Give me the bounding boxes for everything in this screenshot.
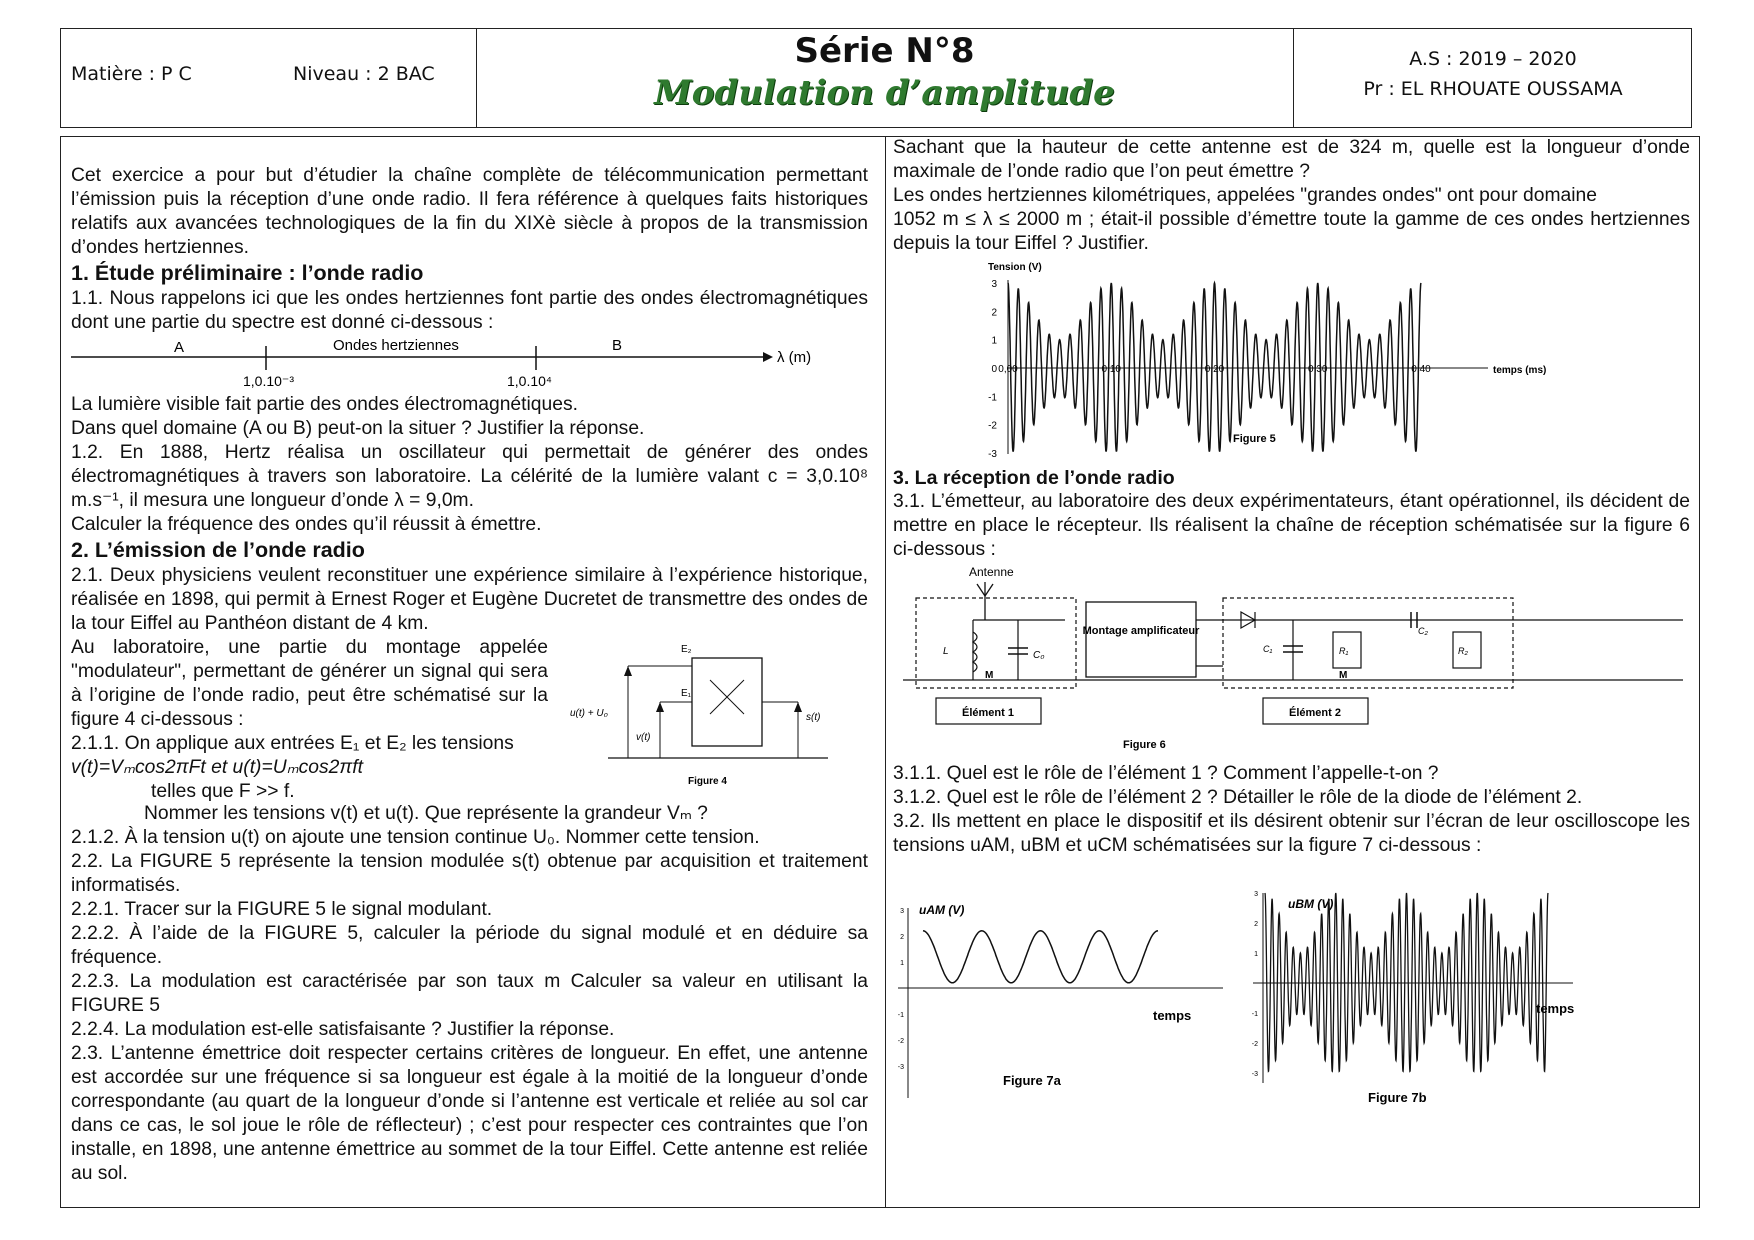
header-left-cell	[61, 29, 477, 127]
figure-4-diagram	[568, 636, 868, 796]
spectrum-diagram	[71, 335, 868, 393]
fig4-e2: E₂	[681, 644, 692, 655]
fig6-antenna-label: Antenne	[969, 565, 1014, 579]
question-3-1: 3.1. L’émetteur, au laboratoire des deux expérimentateurs, étant opérationnel, ils décident de mettre en place le récepteur. Ils réalisent la chaîne de réception schématisée sur la figure 6 ci-dessous :	[893, 491, 1690, 560]
question-2-2-4: 2.2.4. La modulation est-elle satisfaisante ? Justifier la réponse.	[71, 1019, 615, 1040]
fig7b-ytick: 2	[1254, 921, 1258, 928]
section-1-title: 1. Étude préliminaire : l’onde radio	[71, 261, 424, 285]
question-2-2-3: 2.2.3. La modulation est caractérisée par son taux m Calculer sa valeur en utilisant la FIGURE 5	[71, 971, 868, 1016]
question-1-1-a: La lumière visible fait partie des ondes électromagnétiques.	[71, 394, 578, 415]
question-2-2: 2.2. La FIGURE 5 représente la tension modulée s(t) obtenue par acquisition et traitement informatisés.	[71, 851, 868, 896]
figure-7b-chart	[1243, 858, 1663, 1120]
fig7a-xlabel: temps	[1153, 1008, 1192, 1023]
level-label: Niveau : 2 BAC	[293, 63, 435, 85]
figure-6-circuit	[893, 562, 1690, 762]
fig5-ytick: 0	[991, 364, 997, 375]
fig7b-signal	[1265, 893, 1548, 1071]
question-1-1-b: Dans quel domaine (A ou B) peut-on la situer ? Justifier la réponse.	[71, 418, 645, 439]
question-2-1-1-d: Nommer les tensions v(t) et u(t). Que représente la grandeur Vₘ ?	[144, 803, 708, 824]
fig7b-xlabel: temps	[1536, 1001, 1575, 1016]
column-divider	[885, 136, 886, 1208]
fig7a-ytick: 2	[900, 934, 904, 941]
fig7a-ytick: -2	[897, 1038, 904, 1045]
fig4-u: u(t) + U₀	[570, 708, 608, 719]
section-3-title: 3. La réception de l’onde radio	[893, 467, 1175, 489]
fig4-s: s(t)	[806, 712, 821, 723]
spectrum-label-hertz: Ondes hertziennes	[333, 337, 459, 354]
fig6-R1: R₁	[1339, 646, 1349, 656]
figure-5-chart	[893, 256, 1690, 466]
question-1-2-b: Calculer la fréquence des ondes qu’il réussit à émettre.	[71, 514, 542, 535]
question-2-1-2: 2.1.2. À la tension u(t) on ajoute une tension continue U₀. Nommer cette tension.	[71, 827, 760, 848]
question-2-1-1-cond: telles que F >> f.	[151, 781, 295, 802]
fig6-caption: Figure 6	[1123, 739, 1166, 751]
question-2-3: 2.3. L’antenne émettrice doit respecter certains critères de longueur. En effet, une antenne est accordée sur une fréquence si sa longueur est égale à la moitié de la longueur d’onde correspondante (au quart de la longueur d’onde si l’antenne est verticale et reliée au sol car dans ce cas, le sol joue le rôle de réflecteur) ; c’est pour respecter ces contraintes que l’on installe, en 1898, une antenne émettrice au sommet de la tour Eiffel. Cette antenne est reliée au sol.	[71, 1043, 868, 1184]
fig7b-ytick: 1	[1254, 951, 1258, 958]
fig6-L: L	[943, 646, 949, 657]
right-paragraph-2: Les ondes hertziennes kilométriques, appelées "grandes ondes" ont pour domaine	[893, 185, 1597, 206]
fig5-xtick: 0,40	[1411, 364, 1431, 375]
right-paragraph-1: Sachant que la hauteur de cette antenne est de 324 m, quelle est la longueur d’onde maximale de l’onde radio que l’on peut émettre ?	[893, 137, 1690, 182]
fig7b-ytick: -3	[1251, 1071, 1258, 1078]
question-2-1-b: Au laboratoire, une partie du montage appelée "modulateur", permettant de générer un signal qui sera à l’origine de l’onde radio, peut être schématisé sur la figure 4 ci-dessous :	[71, 637, 548, 730]
fig7a-signal	[923, 931, 1158, 983]
header-right-cell	[1293, 29, 1692, 127]
intro-paragraph: Cet exercice a pour but d’étudier la chaîne complète de télécommunication permettant l’émission puis la réception d’une onde radio. Il fera référence à quelques faits historiques relatifs aux avancées technologiques de la fin du XIXè siècle à propos de la transmission d’ondes hertziennes.	[71, 165, 868, 258]
fig6-R2: R₂	[1458, 646, 1468, 656]
question-1-2: 1.2. En 1888, Hertz réalisa un oscillateur qui permettait de générer des ondes électromagnétiques à travers son laboratoire. La célérité de la lumière valant c = 3,0.10⁸ m.s⁻¹, il mesura une longueur d’onde λ = 9,0m.	[71, 442, 868, 511]
question-2-2-1: 2.2.1. Tracer sur la FIGURE 5 le signal modulant.	[71, 899, 493, 920]
modulator-block	[71, 636, 868, 802]
school-year: A.S : 2019 – 2020	[1409, 48, 1577, 70]
fig7b-ylabel: uBM (V)	[1288, 897, 1334, 911]
spectrum-label-b: B	[612, 337, 623, 354]
question-3-2: 3.2. Ils mettent en place le dispositif et ils désirent obtenir sur l’écran de leur oscilloscope les tensions uAM, uBM et uCM schématisées sur la figure 7 ci-dessous :	[893, 811, 1690, 856]
fig7a-ytick: 1	[900, 960, 904, 967]
fig6-C2: C₂	[1418, 626, 1428, 636]
fig5-ytick: 1	[991, 335, 997, 347]
question-2-2-2: 2.2.2. À l’aide de la FIGURE 5, calculer la période du signal modulé et en déduire sa fréquence.	[71, 923, 868, 968]
right-column	[893, 136, 1690, 1120]
fig5-caption: Figure 5	[1233, 433, 1276, 445]
fig7a-ytick: 3	[900, 908, 904, 915]
fig5-ytick: -2	[988, 420, 997, 432]
fig7a-ytick: -3	[897, 1064, 904, 1071]
series-subtitle: Modulation d’amplitude	[654, 73, 1115, 113]
fig7a-ylabel: uAM (V)	[919, 903, 965, 917]
figure-7a-chart	[893, 858, 1233, 1120]
fig5-xtick: 0,00	[998, 364, 1018, 375]
fig7b-ytick: 3	[1254, 891, 1258, 898]
fig5-xtick: 0,20	[1204, 364, 1225, 375]
fig7a-ytick: -1	[897, 1012, 904, 1019]
fig7b-ytick: -1	[1251, 1011, 1258, 1018]
question-2-1: 2.1. Deux physiciens veulent reconstituer une expérience similaire à l’expérience historique, réalisée en 1898, qui permit à Ernest Roger et Eugène Ducretet de transmettre des ondes de la tour Eiffel au Panthéon distant de 4 km.	[71, 565, 868, 634]
series-title: Série N°8	[794, 31, 975, 71]
figure-7-block	[893, 858, 1690, 1120]
fig4-v: v(t)	[636, 732, 651, 743]
fig4-caption: Figure 4	[688, 776, 727, 787]
left-column	[71, 164, 868, 1186]
section-2-title: 2. L’émission de l’onde radio	[71, 538, 365, 562]
right-paragraph-3: 1052 m ≤ λ ≤ 2000 m ; était-il possible d’émettre toute la gamme de ces ondes hertziennes depuis la tour Eiffel ? Justifier.	[893, 209, 1690, 254]
question-3-1-2: 3.1.2. Quel est le rôle de l’élément 2 ? Détailler le rôle de la diode de l’élément 2.	[893, 787, 1583, 808]
fig6-C0: C₀	[1033, 650, 1045, 661]
fig6-M2: M	[1339, 670, 1348, 681]
question-1-1: 1.1. Nous rappelons ici que les ondes hertziennes font partie des ondes électromagnétiques dont une partie du spectre est donné ci-dessous :	[71, 288, 868, 333]
fig5-ytick: -3	[988, 449, 997, 460]
fig7a-caption: Figure 7a	[1003, 1073, 1061, 1088]
spectrum-tick-2: 1,0.10⁴	[507, 373, 552, 389]
fig6-amplifier: Montage amplificateur	[1082, 625, 1200, 637]
question-2-1-1: 2.1.1. On applique aux entrées E₁ et E₂ les tensions	[71, 733, 514, 754]
question-2-1-1-eq: v(t)=Vₘcos2πFt et u(t)=Uₘcos2πft	[71, 757, 364, 778]
fig5-xtick: 0,30	[1308, 364, 1328, 375]
fig5-ylabel: Tension (V)	[988, 262, 1042, 273]
fig4-e1: E₁	[681, 688, 692, 699]
fig6-C1: C₁	[1263, 644, 1273, 654]
spectrum-tick-1: 1,0.10⁻³	[243, 373, 294, 389]
fig6-element-1: Élément 1	[962, 707, 1014, 719]
spectrum-label-a: A	[174, 339, 185, 356]
question-3-1-1: 3.1.1. Quel est le rôle de l’élément 1 ? Comment l’appelle-t-on ?	[893, 763, 1439, 784]
subject-label: Matière : P C	[71, 63, 192, 85]
fig6-element-2: Élément 2	[1289, 707, 1341, 719]
fig5-ytick: -1	[988, 392, 997, 404]
header-box	[60, 28, 1692, 128]
fig6-M1: M	[985, 670, 994, 681]
fig5-ytick: 2	[991, 307, 997, 319]
fig5-xtick: 0,10	[1101, 364, 1121, 375]
fig5-xlabel: temps (ms)	[1493, 365, 1547, 376]
fig7b-caption: Figure 7b	[1368, 1090, 1427, 1105]
fig7b-ytick: -2	[1251, 1041, 1258, 1048]
fig5-ytick: 3	[991, 279, 997, 290]
spectrum-axis-label: λ (m)	[777, 349, 812, 366]
teacher-name: Pr : EL RHOUATE OUSSAMA	[1363, 78, 1623, 100]
